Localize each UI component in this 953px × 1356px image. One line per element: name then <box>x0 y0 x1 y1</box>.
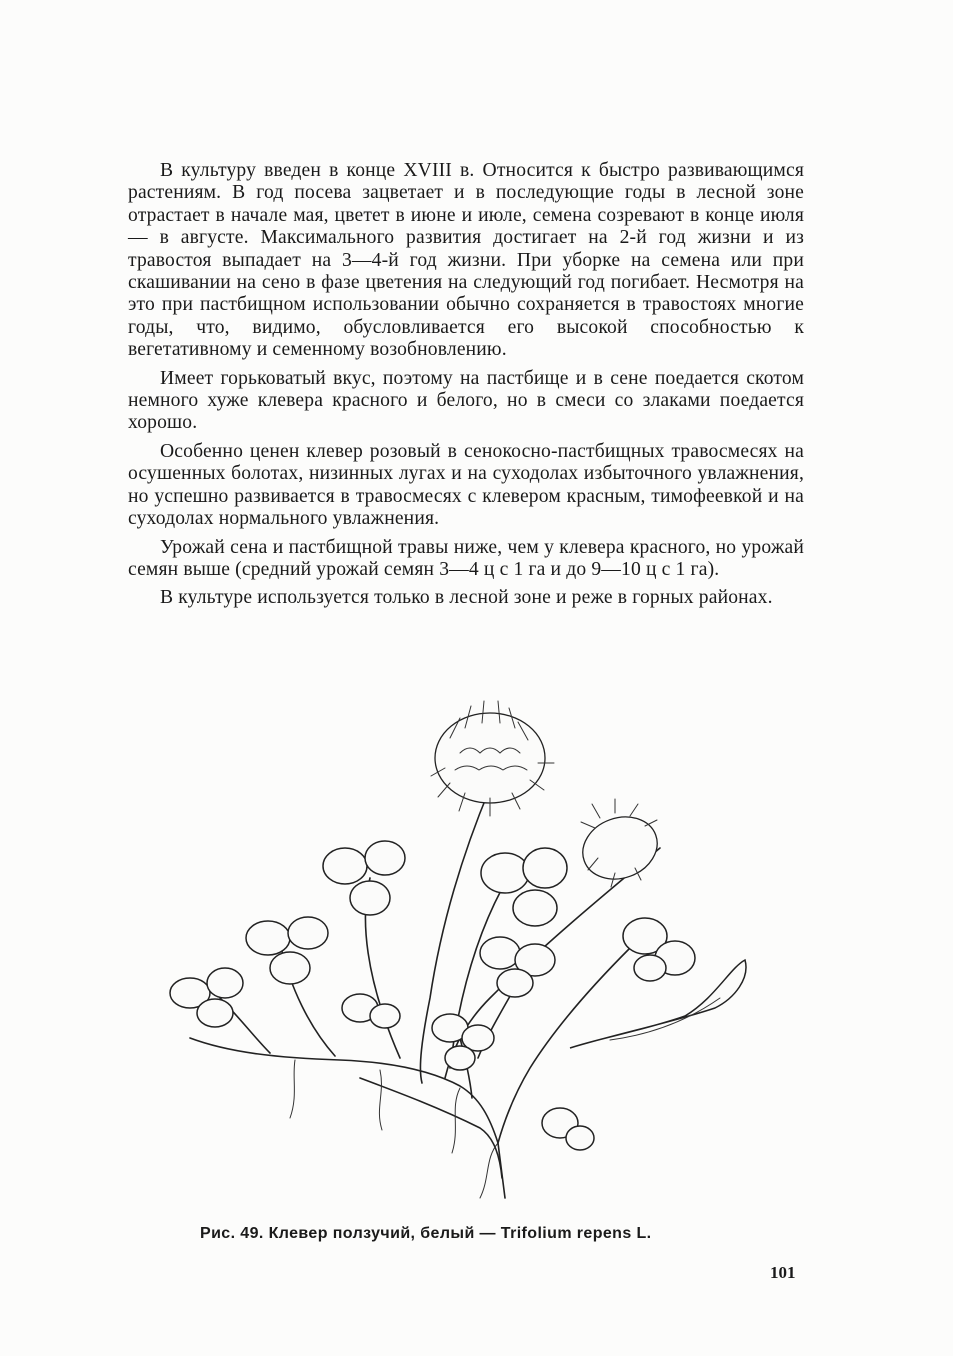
root-4 <box>480 1143 498 1198</box>
clover-drawing <box>160 698 760 1218</box>
figure-caption: Рис. 49. Клевер ползучий, белый — Trifolium repens L. <box>200 1225 652 1242</box>
paragraph-2: Имеет горьковатый вкус, поэтому на пастбище и в сене поедается скотом немного хуже клевера красного и белого, но в смеси со злаками поедается хорошо. <box>128 367 804 434</box>
leaf-cluster-3 <box>481 848 567 926</box>
clover-illustration <box>160 698 760 1218</box>
root-3 <box>452 1088 460 1153</box>
paragraph-1: В культуру введен в конце XVIII в. Относится к быстро развивающимся растениям. В год посева зацветает и в последующие годы в лесной зоне отрастает в начале мая, цветет в июне и июле, семена созревают в конце июля — в августе. Максимального развития достигает на 2-й год жизни и из травостоя выпадает на 3—4-й год жизни. При уборке на семена или при скашивании на сено в фазе цветения на следующий год погибает. Несмотря на это при пастбищном использовании обычно сохраняется в травостоях многие годы, что, видимо, обусловливается его высокой способностью к вегетативному и семенному возобновлению. <box>128 160 804 361</box>
leaf-cluster-6 <box>623 918 695 981</box>
leaf-cluster-1 <box>323 841 405 915</box>
flower-head-top <box>431 701 554 816</box>
paragraph-3: Особенно ценен клевер розовый в сенокосно-пастбищных травосмесях на осушенных болотах, низинных лугах и на суходолах избыточного увлажнения, но успешно развивается в травосмесях с клевером красным, тимофеевкой и на суходолах нормального увлажнения. <box>128 440 804 530</box>
leaf-cluster-5 <box>170 968 243 1027</box>
page-number: 101 <box>770 1263 796 1282</box>
root-1 <box>290 1060 295 1118</box>
paragraph-4: Урожай сена и пастбищной травы ниже, чем у клевера красного, но урожай семян выше (средний урожай семян 3—4 ц с 1 га и до 9—10 ц с 1 га). <box>128 536 804 580</box>
leaf-cluster-8 <box>542 1108 594 1150</box>
body-text <box>128 160 804 611</box>
flower-head-side <box>574 799 666 889</box>
leaf-cluster-4 <box>480 937 555 997</box>
paragraph-5: В культуре используется только в лесной зоне и реже в горных районах. <box>160 587 773 609</box>
leaf-cluster-2 <box>246 917 328 984</box>
leaf-cluster-7 <box>432 1014 494 1070</box>
leaf-cluster-9 <box>342 994 400 1028</box>
root-2 <box>379 1070 382 1130</box>
